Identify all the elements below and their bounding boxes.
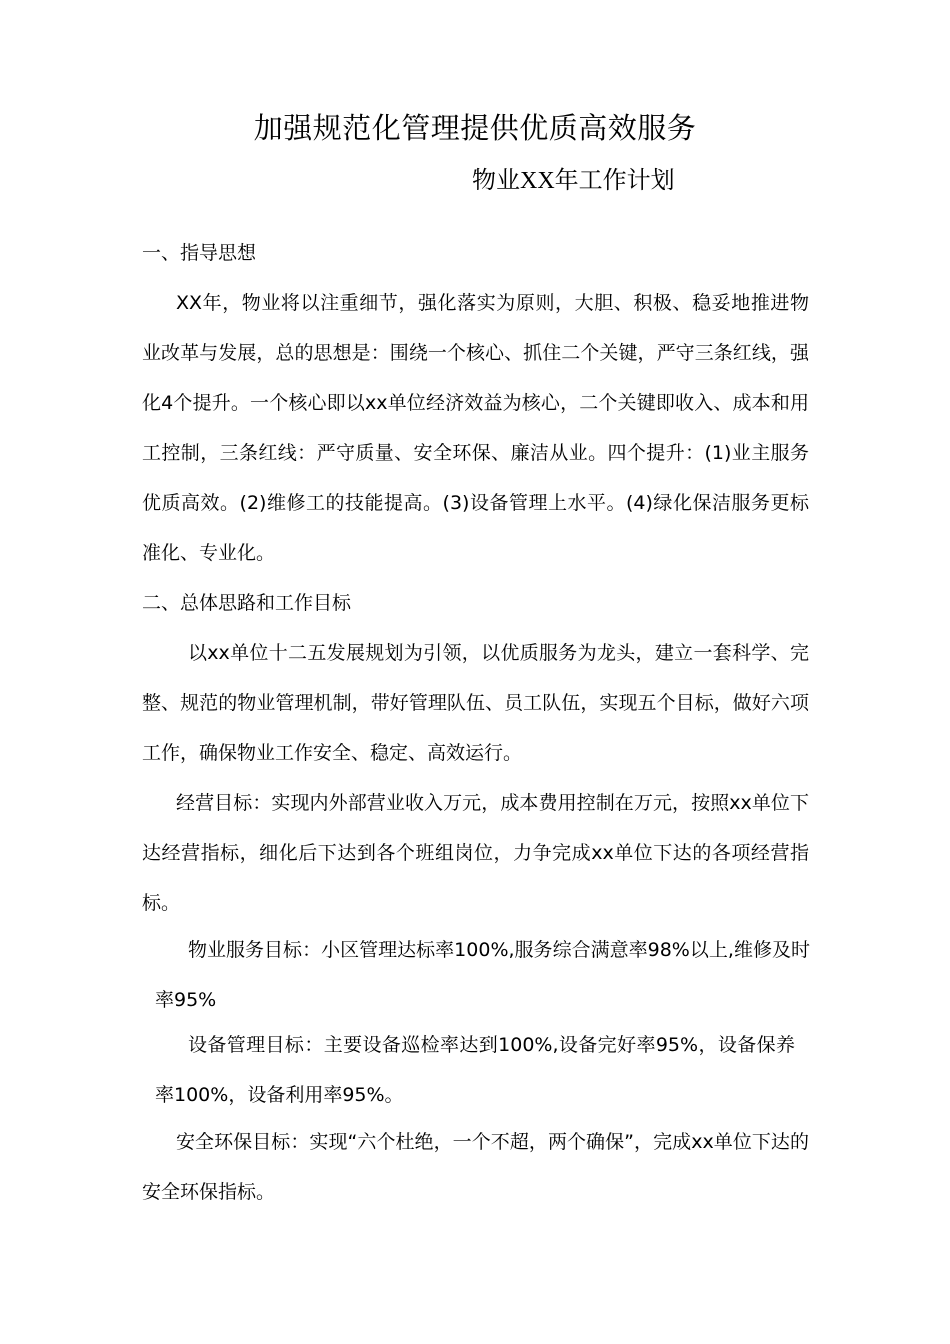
paragraph-safety-environment-target: 安全环保目标：实现“六个杜绝，一个不超，两个确保”，完成xx单位下达的安全环保指标。 [142,1131,809,1203]
paragraph-property-service-target: 物业服务目标：小区管理达标率100%,服务综合满意率98%以上,维修及时率95% [155,939,810,1011]
subtitle-year-placeholder: XX [520,168,555,194]
section-heading-overall-approach: 二、总体思路和工作目标 [142,592,352,614]
document-subtitle [472,162,675,199]
paragraph-guiding-ideology: XX年，物业将以注重细节，强化落实为原则，大胆、积极、稳妥地推进物业改革与发展，总的思想是：围绕一个核心、抓住二个关键，严守三条红线，强化4个提升。一个核心即以xx单位经济效益为核心，二个关键即收入、成本和用工控制，三条红线：严守质量、安全环保、廉洁从业。四个提升：(1)业主服务优质高效。(2)维修工的技能提高。(3)设备管理上水平。(4)绿化保洁服务更标准化、专业化。 [142,292,809,564]
paragraph-overall-approach: 以xx单位十二五发展规划为引领，以优质服务为龙头，建立一套科学、完整、规范的物业管理机制，带好管理队伍、员工队伍，实现五个目标，做好六项工作，确保物业工作安全、稳定、高效运行。 [142,642,809,764]
subtitle-suffix: 年工作计划 [554,166,675,194]
paragraph-operation-target: 经营目标：实现内外部营业收入万元，成本费用控制在万元，按照xx单位下达经营指标，细化后下达到各个班组岗位，力争完成xx单位下达的各项经营指标。 [142,792,809,914]
document-title: 加强规范化管理提供优质高效服务 [253,111,697,145]
subtitle-prefix: 物业 [472,166,520,194]
section-heading-guiding-ideology: 一、指导思想 [142,242,257,264]
paragraph-equipment-target: 设备管理目标：主要设备巡检率达到100%,设备完好率95%，设备保养率100%，设备利用率95%。 [155,1034,795,1106]
